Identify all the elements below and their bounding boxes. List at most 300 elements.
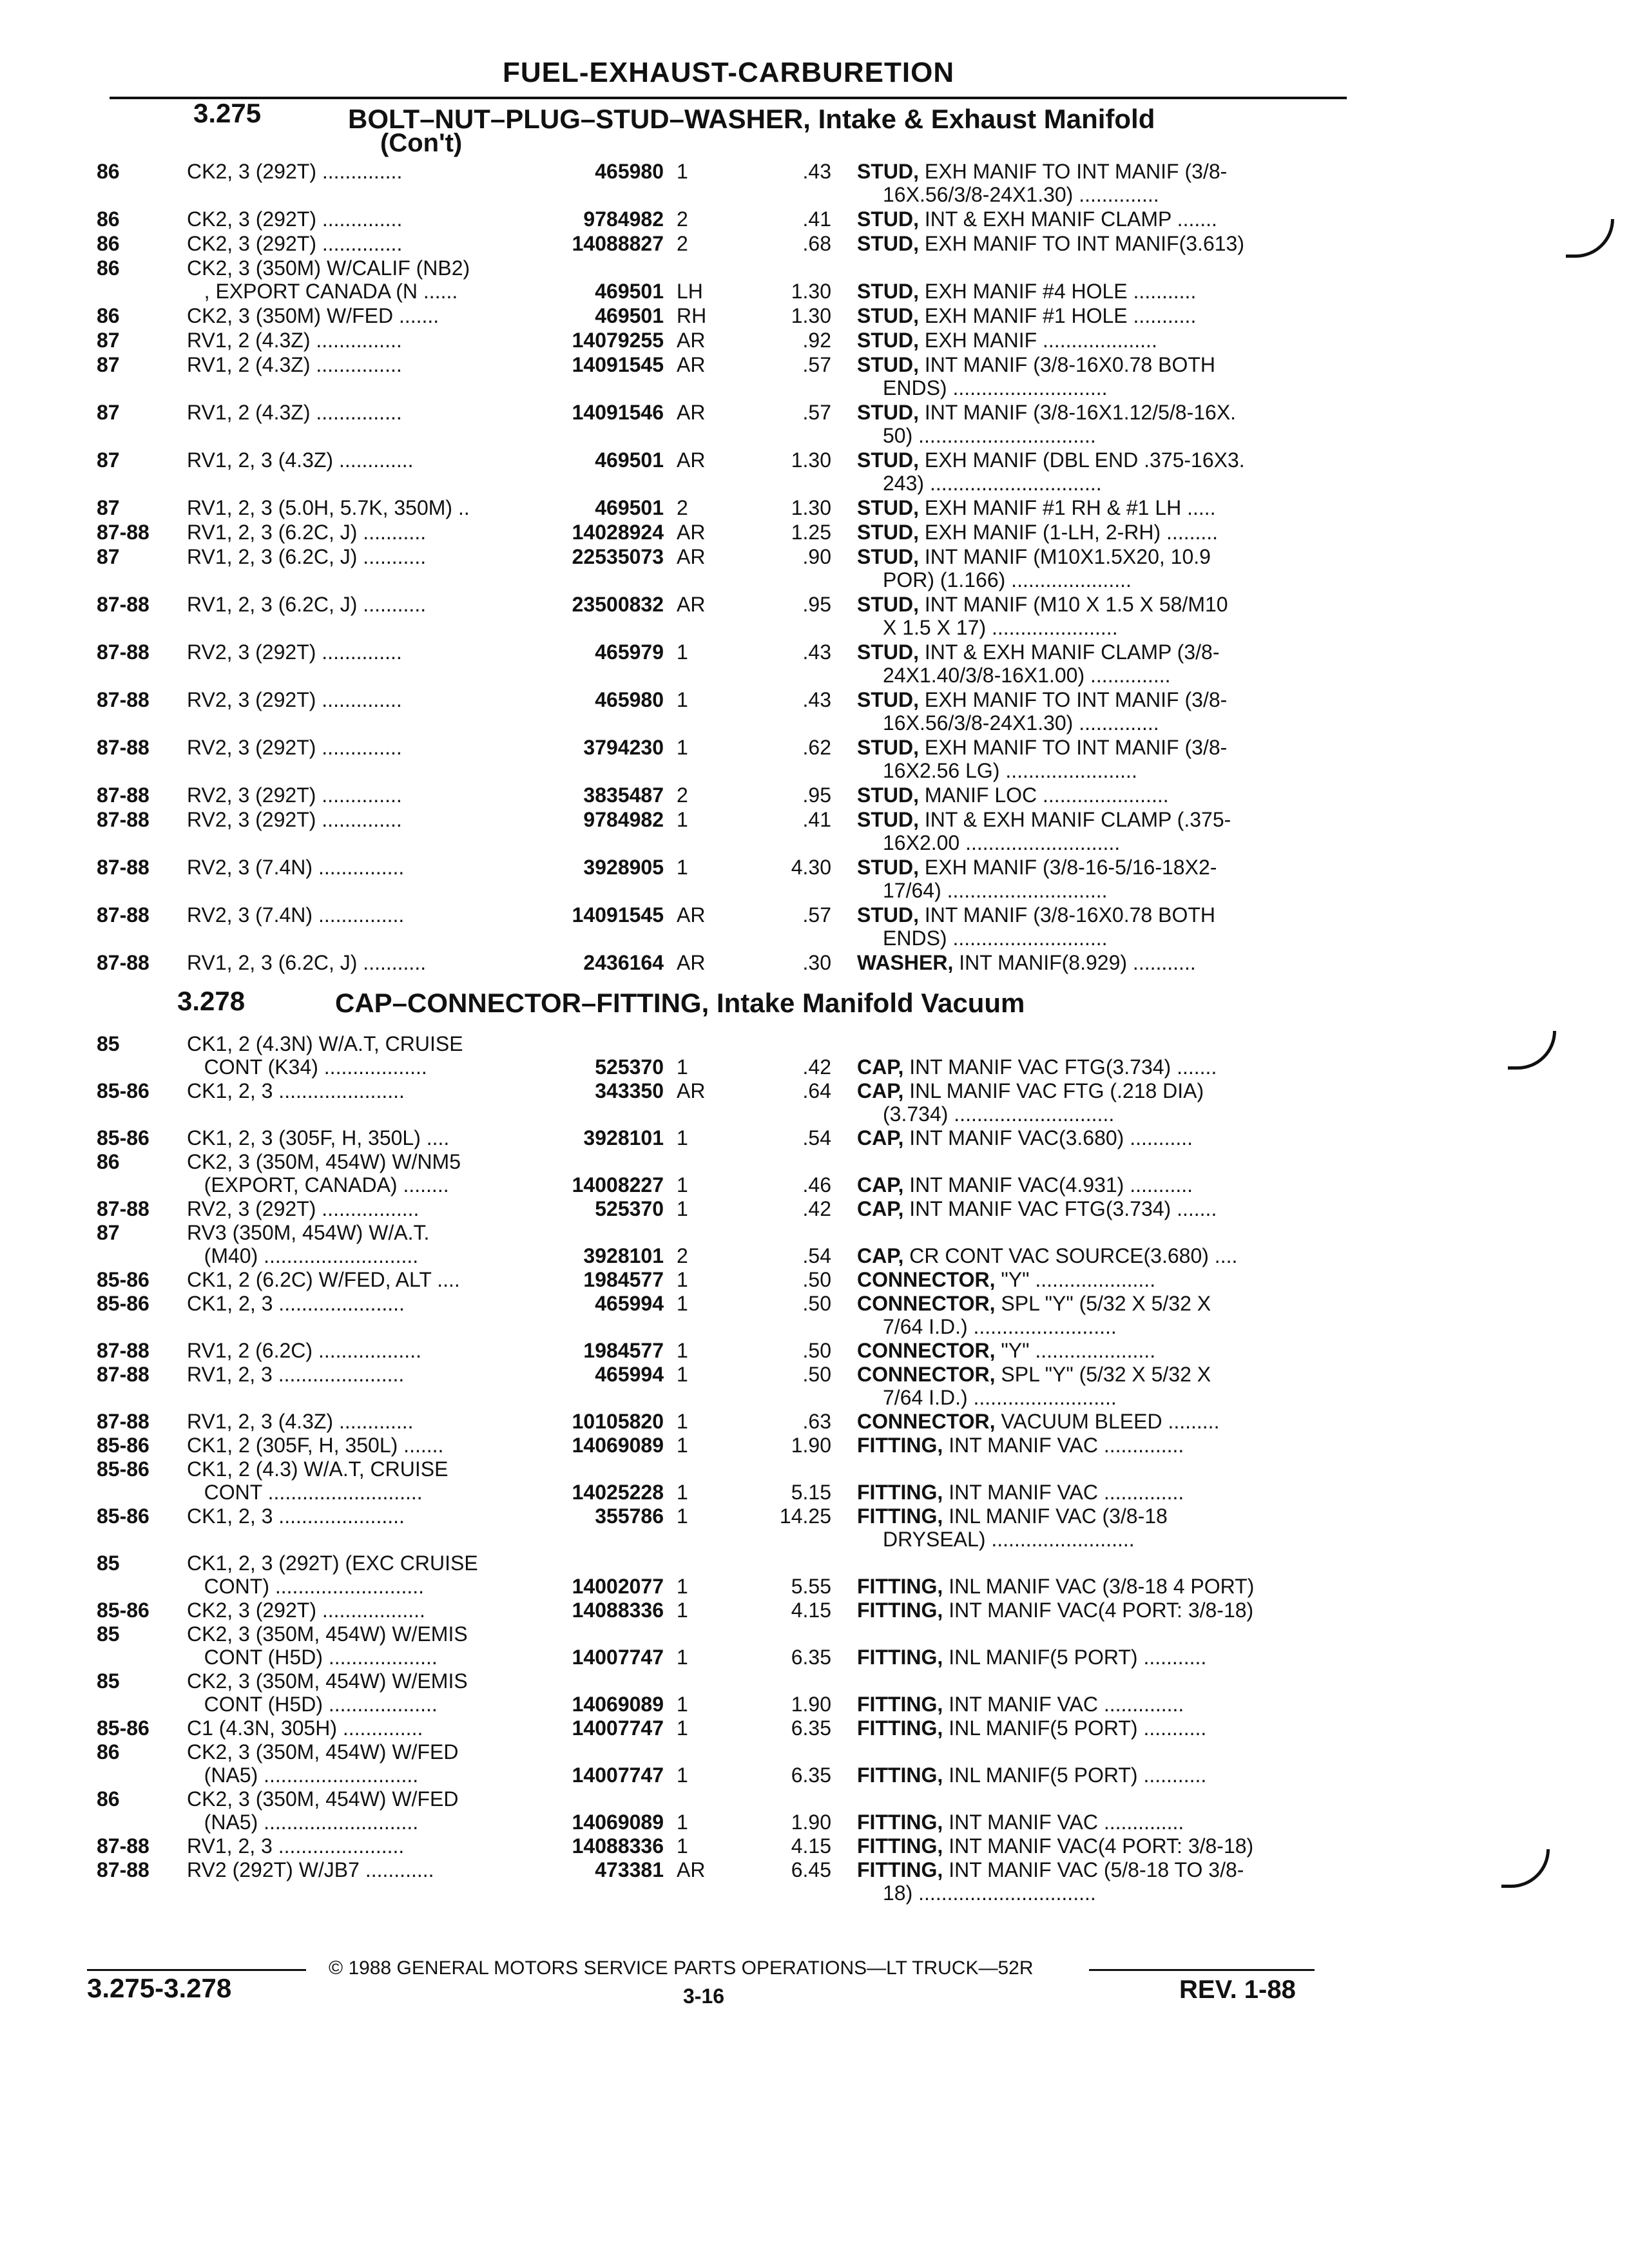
- part-number: 3835487: [583, 783, 664, 807]
- application: RV2, 3 (292T) ..............: [187, 808, 402, 831]
- part-number: 3928101: [583, 1244, 664, 1267]
- application: RV2 (292T) W/JB7 ............: [187, 1858, 434, 1881]
- model-year: 85-86: [97, 1268, 149, 1291]
- price: 1.30: [791, 280, 831, 303]
- model-year: 87-88: [97, 783, 149, 807]
- section-title-rest: Intake & Exhaust Manifold: [810, 104, 1155, 134]
- description-text: CR CONT VAC SOURCE(3.680) ....: [903, 1244, 1238, 1267]
- description-noun: STUD,: [857, 329, 919, 352]
- description-text: INL MANIF VAC (3/8-18 4 PORT): [943, 1575, 1255, 1598]
- quantity: 1: [677, 1363, 688, 1386]
- description-noun: STUD,: [857, 401, 919, 424]
- price: .90: [802, 545, 831, 568]
- part-number: 1984577: [583, 1339, 664, 1362]
- price: 1.90: [791, 1693, 831, 1716]
- description-noun: FITTING,: [857, 1716, 943, 1740]
- model-year: 87-88: [97, 521, 149, 544]
- part-number: 14007747: [572, 1646, 664, 1669]
- application: RV2, 3 (292T) ..............: [187, 688, 402, 711]
- price: 1.25: [791, 521, 831, 544]
- title-rule: [110, 97, 1347, 99]
- description-noun: FITTING,: [857, 1811, 943, 1834]
- description-noun: FITTING,: [857, 1575, 943, 1598]
- description-text: INT MANIF VAC ..............: [943, 1434, 1184, 1457]
- part-number: 14088336: [572, 1599, 664, 1622]
- application: (EXPORT, CANADA) ........: [187, 1173, 449, 1196]
- description: [857, 1481, 1373, 1504]
- description: [857, 1197, 1373, 1220]
- description-text: INT MANIF VAC ..............: [943, 1693, 1184, 1716]
- application: CK2, 3 (350M, 454W) W/FED: [187, 1740, 459, 1763]
- description-noun: FITTING,: [857, 1834, 943, 1858]
- description-text: INT MANIF (3/8-16X0.78 BOTH: [919, 903, 1215, 927]
- quantity: 2: [677, 1244, 688, 1267]
- model-year: 87-88: [97, 808, 149, 831]
- application: RV1, 2, 3 (4.3Z) .............: [187, 448, 414, 472]
- quantity: AR: [677, 353, 706, 376]
- price: .30: [802, 951, 831, 974]
- application: CK1, 2, 3 ......................: [187, 1504, 405, 1528]
- description-noun: CAP,: [857, 1197, 904, 1220]
- description-continuation: 24X1.40/3/8-16X1.00) ..............: [883, 664, 1171, 687]
- description-continuation: 7/64 I.D.) .........................: [883, 1386, 1117, 1409]
- part-number: 525370: [595, 1055, 664, 1079]
- description: [857, 207, 1373, 231]
- description-noun: FITTING,: [857, 1693, 943, 1716]
- description: [857, 1646, 1373, 1669]
- application: RV1, 2 (4.3Z) ...............: [187, 401, 402, 424]
- quantity: 1: [677, 1481, 688, 1504]
- model-year: 85: [97, 1622, 120, 1646]
- application: CK1, 2, 3 ......................: [187, 1079, 405, 1102]
- section-number: 3.275: [193, 98, 262, 128]
- part-number: 469501: [595, 280, 664, 303]
- description-noun: FITTING,: [857, 1858, 943, 1881]
- description: [857, 736, 1373, 759]
- description-text: EXH MANIF ....................: [919, 329, 1157, 352]
- description-text: EXH MANIF TO INT MANIF (3/8-: [919, 688, 1228, 711]
- application: CK1, 2, 3 (305F, H, 350L) ....: [187, 1126, 450, 1149]
- description: [857, 448, 1373, 472]
- page-title: FUEL-EXHAUST-CARBURETION: [503, 57, 955, 88]
- footer-rule-left: [87, 1969, 306, 1971]
- price: .92: [802, 329, 831, 352]
- quantity: 1: [677, 1173, 688, 1196]
- price: .42: [802, 1197, 831, 1220]
- quantity: 1: [677, 688, 688, 711]
- model-year: 85: [97, 1552, 120, 1575]
- footer-rule-right: [1089, 1969, 1315, 1971]
- description-noun: FITTING,: [857, 1599, 943, 1622]
- part-number: 14091546: [572, 401, 664, 424]
- description-noun: CAP,: [857, 1244, 904, 1267]
- model-year: 87: [97, 401, 120, 424]
- description-continuation: 16X2.56 LG) .......................: [883, 759, 1137, 782]
- price: .50: [802, 1339, 831, 1362]
- part-number: 465994: [595, 1363, 664, 1386]
- model-year: 87-88: [97, 951, 149, 974]
- quantity: 1: [677, 1434, 688, 1457]
- application: RV3 (350M, 454W) W/A.T.: [187, 1221, 430, 1244]
- description-text: INT MANIF VAC FTG(3.734) .......: [903, 1197, 1217, 1220]
- description-noun: CAP,: [857, 1055, 904, 1079]
- description-text: INT MANIF VAC(4 PORT: 3/8-18): [943, 1834, 1254, 1858]
- part-number: 465994: [595, 1292, 664, 1315]
- quantity: AR: [677, 545, 706, 568]
- description-noun: STUD,: [857, 160, 919, 183]
- description-noun: CONNECTOR,: [857, 1410, 996, 1433]
- section-title: [348, 104, 1155, 134]
- quantity: 1: [677, 736, 688, 759]
- price: 4.15: [791, 1834, 831, 1858]
- description: [857, 808, 1373, 831]
- quantity: 1: [677, 1693, 688, 1716]
- application: CK2, 3 (350M, 454W) W/FED: [187, 1787, 459, 1811]
- application: RV1, 2, 3 (6.2C, J) ...........: [187, 951, 427, 974]
- quantity: 1: [677, 1811, 688, 1834]
- description: [857, 1173, 1373, 1196]
- description-text: INT & EXH MANIF CLAMP .......: [919, 207, 1217, 231]
- application: RV1, 2, 3 ......................: [187, 1363, 405, 1386]
- description-continuation: X 1.5 X 17) ......................: [883, 616, 1118, 639]
- description-continuation: 50) ...............................: [883, 424, 1096, 447]
- model-year: 85-86: [97, 1079, 149, 1102]
- price: .43: [802, 688, 831, 711]
- description: [857, 1811, 1373, 1834]
- application: (M40) ...........................: [187, 1244, 419, 1267]
- description-noun: CONNECTOR,: [857, 1339, 996, 1362]
- application: , EXPORT CANADA (N ......: [187, 280, 458, 303]
- description: [857, 1363, 1373, 1386]
- quantity: 1: [677, 808, 688, 831]
- description-text: INT MANIF(8.929) ...........: [953, 951, 1196, 974]
- description: [857, 1599, 1373, 1622]
- model-year: 86: [97, 1740, 120, 1763]
- section-title-bold: CAP–CONNECTOR–FITTING,: [335, 988, 709, 1018]
- description-text: EXH MANIF #4 HOLE ...........: [919, 280, 1197, 303]
- description-noun: STUD,: [857, 304, 919, 327]
- part-number: 469501: [595, 448, 664, 472]
- quantity: 1: [677, 1763, 688, 1787]
- quantity: 2: [677, 232, 688, 255]
- description-noun: STUD,: [857, 496, 919, 519]
- description-text: VACUUM BLEED .........: [995, 1410, 1220, 1433]
- description-text: INT MANIF (M10X1.5X20, 10.9: [919, 545, 1211, 568]
- application: CK1, 2 (305F, H, 350L) .......: [187, 1434, 444, 1457]
- description-noun: STUD,: [857, 280, 919, 303]
- model-year: 87-88: [97, 1363, 149, 1386]
- model-year: 87: [97, 329, 120, 352]
- model-year: 85-86: [97, 1504, 149, 1528]
- quantity: AR: [677, 329, 706, 352]
- description: [857, 1292, 1373, 1315]
- description: [857, 1410, 1373, 1433]
- application: RV1, 2, 3 (5.0H, 5.7K, 350M) ..: [187, 496, 470, 519]
- description-continuation: ENDS) ...........................: [883, 927, 1108, 950]
- application: CK2, 3 (292T) ..............: [187, 160, 403, 183]
- description-noun: FITTING,: [857, 1481, 943, 1504]
- description-continuation: 16X.56/3/8-24X1.30) ..............: [883, 711, 1159, 735]
- application: RV1, 2, 3 (6.2C, J) ...........: [187, 521, 427, 544]
- quantity: 1: [677, 1126, 688, 1149]
- description-continuation: ENDS) ...........................: [883, 376, 1108, 399]
- quantity: 1: [677, 1834, 688, 1858]
- model-year: 87-88: [97, 1197, 149, 1220]
- price: 4.15: [791, 1599, 831, 1622]
- application: RV1, 2, 3 ......................: [187, 1834, 405, 1858]
- description: [857, 1055, 1373, 1079]
- price: 1.90: [791, 1434, 831, 1457]
- part-number: 469501: [595, 496, 664, 519]
- description-noun: STUD,: [857, 856, 919, 879]
- description-noun: CONNECTOR,: [857, 1268, 996, 1291]
- quantity: 1: [677, 1339, 688, 1362]
- part-number: 473381: [595, 1858, 664, 1881]
- description-noun: FITTING,: [857, 1434, 943, 1457]
- pen-check-mark: [1501, 1849, 1550, 1888]
- model-year: 87-88: [97, 688, 149, 711]
- application: RV2, 3 (7.4N) ...............: [187, 903, 405, 927]
- description-text: INL MANIF VAC (3/8-18: [943, 1504, 1168, 1528]
- part-number: 465979: [595, 640, 664, 664]
- model-year: 87: [97, 353, 120, 376]
- quantity: AR: [677, 1858, 706, 1881]
- description-continuation: (3.734) ............................: [883, 1102, 1115, 1126]
- part-number: 2436164: [583, 951, 664, 974]
- application: RV1, 2 (6.2C) ..................: [187, 1339, 421, 1362]
- quantity: 1: [677, 160, 688, 183]
- application: RV2, 3 (292T) ..............: [187, 736, 402, 759]
- part-number: 14069089: [572, 1811, 664, 1834]
- pen-check-mark: [1566, 219, 1614, 258]
- application: C1 (4.3N, 305H) ..............: [187, 1716, 423, 1740]
- model-year: 85-86: [97, 1716, 149, 1740]
- application: CONT (K34) ..................: [187, 1055, 427, 1079]
- part-number: 469501: [595, 304, 664, 327]
- quantity: 2: [677, 496, 688, 519]
- model-year: 87: [97, 1221, 120, 1244]
- application: CK2, 3 (350M, 454W) W/EMIS: [187, 1622, 468, 1646]
- part-number: 3928905: [583, 856, 664, 879]
- model-year: 87-88: [97, 903, 149, 927]
- application: CONT ...........................: [187, 1481, 423, 1504]
- part-number: 14025228: [572, 1481, 664, 1504]
- description: [857, 688, 1373, 711]
- application: CK1, 2, 3 ......................: [187, 1292, 405, 1315]
- description-noun: CONNECTOR,: [857, 1363, 996, 1386]
- part-number: 14069089: [572, 1693, 664, 1716]
- description-text: INL MANIF(5 PORT) ...........: [943, 1646, 1207, 1669]
- application: (NA5) ...........................: [187, 1763, 419, 1787]
- description-continuation: POR) (1.166) .....................: [883, 568, 1132, 591]
- description: [857, 304, 1373, 327]
- quantity: 2: [677, 783, 688, 807]
- description: [857, 640, 1373, 664]
- model-year: 87-88: [97, 1410, 149, 1433]
- price: .54: [802, 1244, 831, 1267]
- description-continuation: 16X.56/3/8-24X1.30) ..............: [883, 183, 1159, 206]
- model-year: 87: [97, 496, 120, 519]
- description: [857, 903, 1373, 927]
- price: 6.45: [791, 1858, 831, 1881]
- model-year: 87: [97, 545, 120, 568]
- price: .95: [802, 593, 831, 616]
- application: CK2, 3 (292T) ..................: [187, 1599, 425, 1622]
- section-title: [335, 988, 1025, 1018]
- description: [857, 1079, 1373, 1102]
- pen-check-mark: [1508, 1031, 1556, 1070]
- description: [857, 545, 1373, 568]
- model-year: 85: [97, 1669, 120, 1693]
- description-noun: STUD,: [857, 207, 919, 231]
- description: [857, 1834, 1373, 1858]
- description: [857, 783, 1373, 807]
- application: RV1, 2, 3 (6.2C, J) ...........: [187, 593, 427, 616]
- model-year: 87-88: [97, 856, 149, 879]
- description-text: INT MANIF (M10 X 1.5 X 58/M10: [919, 593, 1228, 616]
- footer-section-range: 3.275-3.278: [87, 1973, 232, 2003]
- description-text: "Y" .....................: [995, 1339, 1156, 1362]
- application: RV1, 2, 3 (6.2C, J) ...........: [187, 545, 427, 568]
- description-noun: STUD,: [857, 521, 919, 544]
- description-text: INL MANIF VAC FTG (.218 DIA): [903, 1079, 1204, 1102]
- description-continuation: DRYSEAL) .........................: [883, 1528, 1135, 1551]
- description-continuation: 243) ..............................: [883, 472, 1102, 495]
- application: CK2, 3 (292T) ..............: [187, 232, 403, 255]
- model-year: 86: [97, 256, 120, 280]
- part-number: 14069089: [572, 1434, 664, 1457]
- quantity: RH: [677, 304, 707, 327]
- quantity: AR: [677, 521, 706, 544]
- description-noun: CONNECTOR,: [857, 1292, 996, 1315]
- application: RV1, 2 (4.3Z) ...............: [187, 353, 402, 376]
- description-text: SPL "Y" (5/32 X 5/32 X: [995, 1363, 1211, 1386]
- part-number: 3794230: [583, 736, 664, 759]
- quantity: 1: [677, 1504, 688, 1528]
- description-text: INT MANIF VAC(3.680) ...........: [903, 1126, 1193, 1149]
- part-number: 14007747: [572, 1763, 664, 1787]
- description-noun: STUD,: [857, 688, 919, 711]
- description: [857, 1434, 1373, 1457]
- application: RV2, 3 (292T) ..............: [187, 640, 402, 664]
- part-number: 14079255: [572, 329, 664, 352]
- model-year: 87: [97, 448, 120, 472]
- part-number: 14008227: [572, 1173, 664, 1196]
- model-year: 87-88: [97, 1339, 149, 1362]
- description-text: INT MANIF (3/8-16X1.12/5/8-16X.: [919, 401, 1237, 424]
- description: [857, 329, 1373, 352]
- description-text: EXH MANIF (1-LH, 2-RH) .........: [919, 521, 1219, 544]
- price: .62: [802, 736, 831, 759]
- description-noun: FITTING,: [857, 1504, 943, 1528]
- description-continuation: 18) ...............................: [883, 1881, 1096, 1905]
- application: RV2, 3 (292T) ..............: [187, 783, 402, 807]
- description-text: INT & EXH MANIF CLAMP (3/8-: [919, 640, 1220, 664]
- description: [857, 593, 1373, 616]
- description-noun: STUD,: [857, 593, 919, 616]
- part-number: 14028924: [572, 521, 664, 544]
- description-continuation: 16X2.00 ...........................: [883, 831, 1121, 854]
- description-noun: STUD,: [857, 903, 919, 927]
- description-text: INT & EXH MANIF CLAMP (.375-: [919, 808, 1231, 831]
- model-year: 86: [97, 1787, 120, 1811]
- description-noun: CAP,: [857, 1126, 904, 1149]
- application: RV1, 2, 3 (4.3Z) .............: [187, 1410, 414, 1433]
- quantity: 2: [677, 207, 688, 231]
- application: CK2, 3 (292T) ..............: [187, 207, 403, 231]
- description: [857, 856, 1373, 879]
- description-text: EXH MANIF TO INT MANIF (3/8-: [919, 160, 1228, 183]
- description: [857, 280, 1373, 303]
- description-text: INT MANIF (3/8-16X0.78 BOTH: [919, 353, 1215, 376]
- quantity: 1: [677, 1575, 688, 1598]
- quantity: 1: [677, 1716, 688, 1740]
- model-year: 87-88: [97, 593, 149, 616]
- section-subtitle: (Con't): [380, 129, 463, 157]
- quantity: 1: [677, 1599, 688, 1622]
- quantity: 1: [677, 1646, 688, 1669]
- footer-page-number: 3-16: [683, 1984, 725, 2008]
- description: [857, 353, 1373, 376]
- description-text: INT MANIF VAC (5/8-18 TO 3/8-: [943, 1858, 1244, 1881]
- description-text: EXH MANIF TO INT MANIF (3/8-: [919, 736, 1228, 759]
- description: [857, 401, 1373, 424]
- part-number: 14088336: [572, 1834, 664, 1858]
- part-number: 14007747: [572, 1716, 664, 1740]
- description-noun: FITTING,: [857, 1763, 943, 1787]
- description: [857, 1244, 1373, 1267]
- description: [857, 1858, 1373, 1881]
- description-text: INT MANIF VAC ..............: [943, 1811, 1184, 1834]
- part-number: 355786: [595, 1504, 664, 1528]
- model-year: 87-88: [97, 1834, 149, 1858]
- model-year: 85-86: [97, 1292, 149, 1315]
- description: [857, 1575, 1373, 1598]
- application: CK2, 3 (350M, 454W) W/NM5: [187, 1150, 461, 1173]
- model-year: 87-88: [97, 736, 149, 759]
- price: .95: [802, 783, 831, 807]
- price: 1.30: [791, 448, 831, 472]
- description: [857, 496, 1373, 519]
- price: .63: [802, 1410, 831, 1433]
- description-noun: STUD,: [857, 545, 919, 568]
- description: [857, 521, 1373, 544]
- quantity: AR: [677, 401, 706, 424]
- quantity: AR: [677, 593, 706, 616]
- description-text: INT MANIF VAC ..............: [943, 1481, 1184, 1504]
- description-text: INT MANIF VAC(4 PORT: 3/8-18): [943, 1599, 1254, 1622]
- price: .43: [802, 160, 831, 183]
- application: CONT (H5D) ...................: [187, 1646, 438, 1669]
- description-text: MANIF LOC ......................: [919, 783, 1169, 807]
- model-year: 86: [97, 1150, 120, 1173]
- application: CK2, 3 (350M) W/FED .......: [187, 304, 439, 327]
- part-number: 14091545: [572, 353, 664, 376]
- part-number: 3928101: [583, 1126, 664, 1149]
- quantity: 1: [677, 1197, 688, 1220]
- application: RV2, 3 (292T) .................: [187, 1197, 419, 1220]
- description: [857, 1693, 1373, 1716]
- model-year: 86: [97, 160, 120, 183]
- part-number: 10105820: [572, 1410, 664, 1433]
- quantity: LH: [677, 280, 703, 303]
- application: CK1, 2 (4.3) W/A.T, CRUISE: [187, 1457, 448, 1481]
- price: .57: [802, 401, 831, 424]
- model-year: 85-86: [97, 1457, 149, 1481]
- quantity: AR: [677, 951, 706, 974]
- description-continuation: 7/64 I.D.) .........................: [883, 1315, 1117, 1338]
- description-text: INT MANIF VAC FTG(3.734) .......: [903, 1055, 1217, 1079]
